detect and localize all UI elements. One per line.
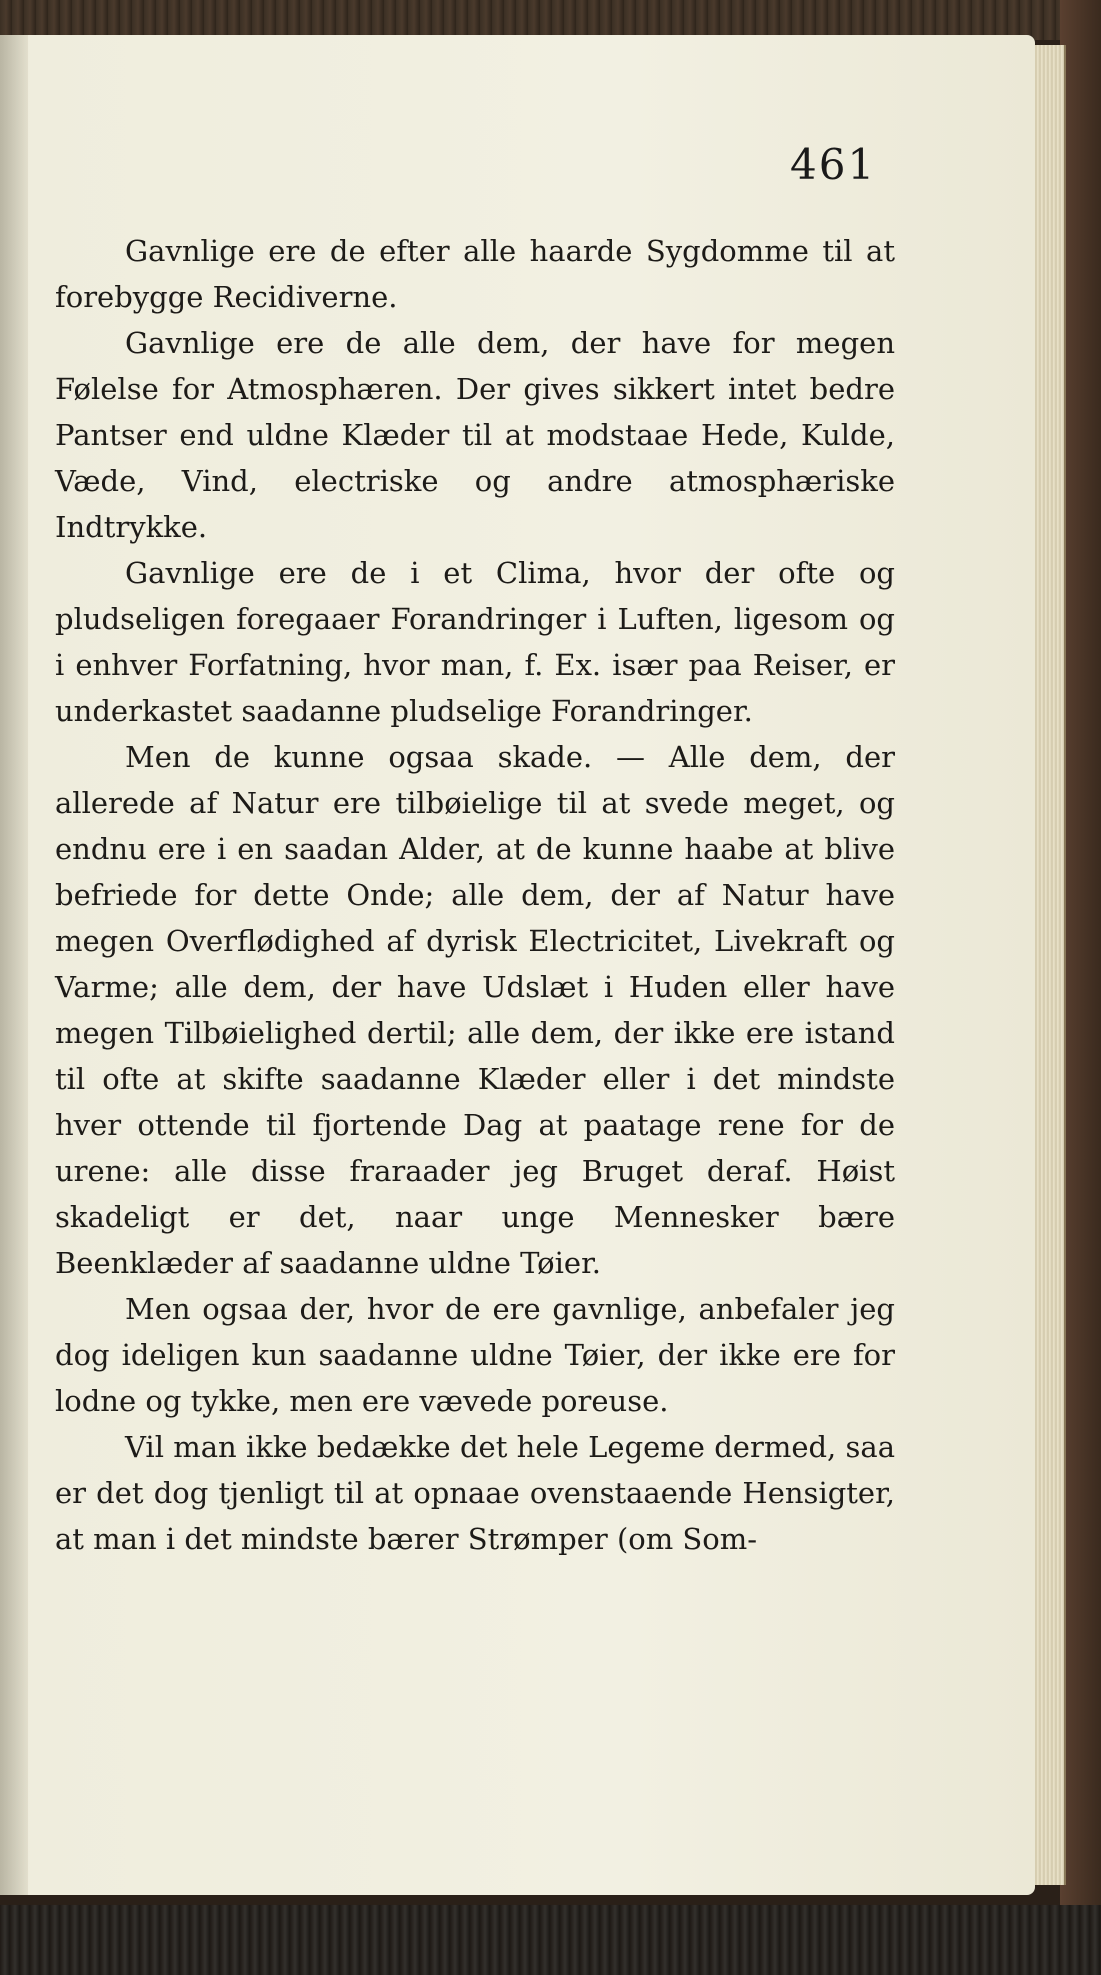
paragraph-3: Gavnlige ere de i et Clima, hvor der ofte og pludseligen foregaaer Forandringer i Luften, ligesom og i enhver Forfatning, hvor man, f. Ex. især paa Reiser, er underkastet saadanne pludselige Forandringer. bbox=[55, 556, 895, 728]
page-gutter bbox=[0, 35, 28, 1895]
page-text bbox=[55, 228, 895, 1562]
paragraph-5: Men ogsaa der, hvor de ere gavnlige, anbefaler jeg dog ideligen kun saadanne uldne Tøier, der ikke ere for lodne og tykke, men ere vævede poreuse. bbox=[55, 1292, 895, 1418]
paragraph-1: Gavnlige ere de efter alle haarde Sygdomme til at forebygge Recidiverne. bbox=[55, 234, 895, 314]
book-cover-top bbox=[0, 0, 1101, 40]
page-edges bbox=[1030, 45, 1066, 1885]
paragraph-2: Gavnlige ere de alle dem, der have for megen Følelse for Atmosphæren. Der gives sikkert intet bedre Pantser end uldne Klæder til at modstaae Hede, Kulde, Væde, Vind, electriske og andre atmosphæriske Indtrykke. bbox=[55, 326, 895, 544]
book-cover-right bbox=[1060, 0, 1101, 1975]
paragraph-4: Men de kunne ogsaa skade. — Alle dem, der allerede af Natur ere tilbøielige til at svede meget, og endnu ere i en saadan Alder, at de kunne haabe at blive befriede for dette Onde; alle dem, der af Natur have megen Overflødighed af dyrisk Electricitet, Livekraft og Varme; alle dem, der have Udslæt i Huden eller have megen Tilbøielighed dertil; alle dem, der ikke ere istand til ofte at skifte saadanne Klæder eller i det mindste hver ottende til fjortende Dag at paatage rene for de urene: alle disse fraraader jeg Bruget deraf. Høist skadeligt er det, naar unge Mennesker bære Beenklæder af saadanne uldne Tøier. bbox=[55, 740, 895, 1280]
paragraph-6: Vil man ikke bedække det hele Legeme dermed, saa er det dog tjenligt til at opnaae ovenstaaende Hensigter, at man i det mindste bærer Strømper (om Som- bbox=[55, 1430, 895, 1556]
page-number: 461 bbox=[790, 140, 877, 189]
book-cover-bottom bbox=[0, 1905, 1101, 1975]
